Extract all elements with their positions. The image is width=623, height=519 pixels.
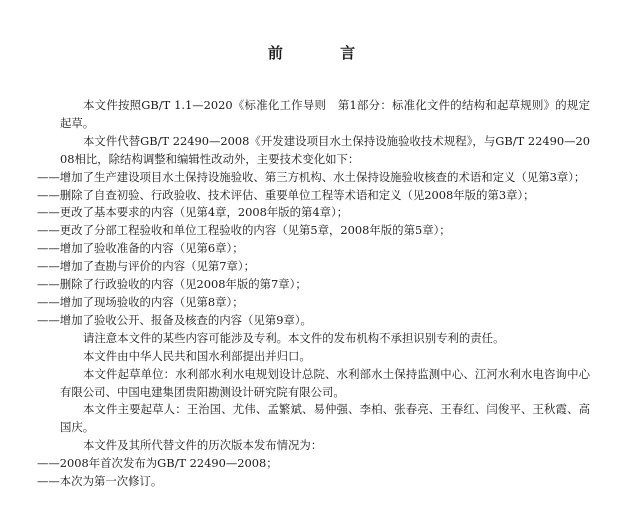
page-title: 前 言 <box>267 44 382 62</box>
list-item-change: ——增加了生产建设项目水土保持设施验收、第三方机构、水土保持设施验收核查的术语和定义（见第3章）； <box>37 169 586 184</box>
paragraph-replacement: 本文件代替GB/T 22490—2008《开发建设项目水土保持设施验收技术规程》，与GB/T 22490—2008相比，除结构调整和编辑性改动外，主要技术变化如下： <box>60 133 590 166</box>
paragraph-version-history: 本文件及其所代替文件的历次版本发布情况为： <box>83 438 323 453</box>
list-item-change: ——增加了验收公开、报备及核查的内容（见第9章）。 <box>37 312 312 327</box>
paragraph-drafters: 本文件主要起草人：王治国、尤伟、孟繁斌、易仲强、李柏、张春亮、王春红、闫俊平、王秋霞、高国庆。 <box>60 402 590 435</box>
list-item-change: ——增加了现场验收的内容（见第8章）； <box>37 294 244 309</box>
list-item-change: ——增加了验收准备的内容（见第6章）； <box>37 241 244 256</box>
list-item-change: ——删除了自查初验、行政验收、技术评估、重要单位工程等术语和定义（见2008年版的第3章）； <box>37 187 535 202</box>
list-item-change: ——增加了查勘与评价的内容（见第7章）； <box>37 259 255 274</box>
list-item-history: ——本次为第一次修订。 <box>37 474 163 489</box>
paragraph-drafting-rules: 本文件按照GB/T 1.1—2020《标准化工作导则 第1部分：标准化文件的结构和起草规则》的规定起草。 <box>60 98 590 130</box>
paragraph-drafting-units: 本文件起草单位：水利部水利水电规划设计总院、水利部水土保持监测中心、江河水利水电咨询中心有限公司、中国电建集团贵阳勘测设计研究院有限公司。 <box>60 366 590 399</box>
foreword-body <box>37 97 590 491</box>
list-item-change: ——更改了基本要求的内容（见第4章，2008年版的第4章）； <box>37 205 349 220</box>
list-item-change: ——删除了行政验收的内容（见2008年版的第7章）； <box>37 277 307 292</box>
list-item-change: ——更改了分部工程验收和单位工程验收的内容（见第5章，2008年版的第5章）； <box>37 223 451 238</box>
paragraph-proposer: 本文件由中华人民共和国水利部提出并归口。 <box>83 348 311 363</box>
paragraph-patent-notice: 请注意本文件的某些内容可能涉及专利。本文件的发布机构不承担识别专利的责任。 <box>83 330 505 345</box>
list-item-history: ——2008年首次发布为GB/T 22490—2008； <box>37 456 278 471</box>
